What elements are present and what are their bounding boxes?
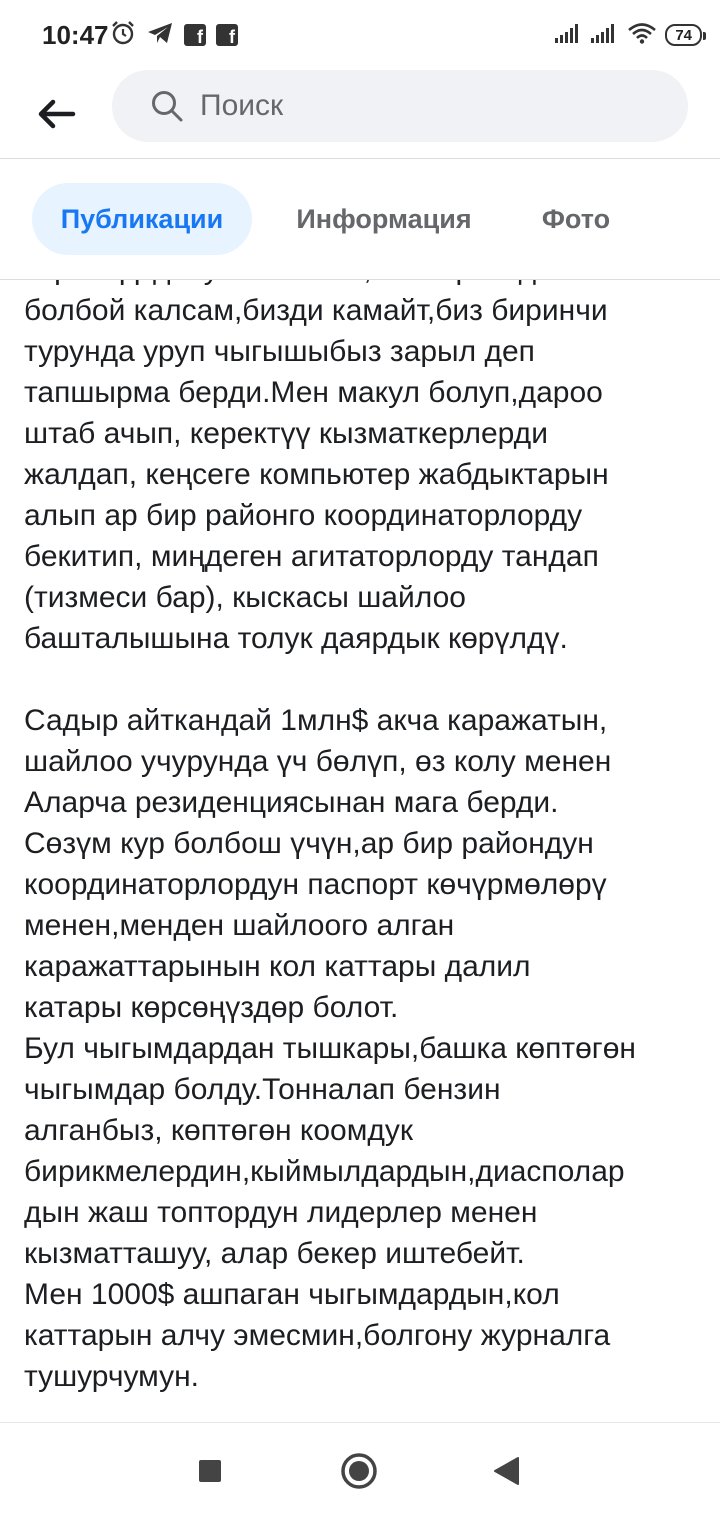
facebook-icon: f bbox=[184, 24, 206, 46]
signal-icon bbox=[591, 22, 619, 49]
search-input[interactable] bbox=[198, 88, 602, 124]
post-text: болбой калсам,бизди камайт,биз биринчи турунда уруп чыгышыбыз зарыл деп тапшырма берди.Мен макул болуп,дароо штаб ачып, керектүү кызматкерлерди жалдап, кеңсеге компьютер жабдыктарын алып ар бир районго координаторлорду бекитип, миңдеген агитаторлорду тандап (тизмеси бар), кыскасы шайлоо башталышына толук даярдык көрүлдү. Садыр айткандай 1млн$ акча каражатын, шайлоо учурунда үч бөлүп, өз колу менен Аларча резиденциясынан мага берди. Сөзүм кур болбош үчүн,ар бир райондун координаторлордун паспорт көчүрмөлөрү менен,менден шайлоого алган каражаттарынын кол каттары далил катары көрсөңүздөр болот. Бул чыгымдардан тышкары,башка көптөгөн чыгымдар болду.Тонналап бензин алганбыз, көптөгөн коомдук бирикмелердин,кыймылдардын,диасполар дын жаш топтордун лидерлер менен кызматташуу, алар бекер иштебейт. Мен 1000$ ашпаган чыгымдардын,кол каттарын алчу эмесмин,болгону журналга тушурчумун. bbox=[24, 294, 636, 1393]
top-bar bbox=[0, 70, 720, 159]
facebook-icon: f bbox=[216, 24, 238, 46]
system-icons bbox=[555, 20, 702, 50]
recents-square-icon bbox=[198, 1459, 222, 1488]
home-button[interactable] bbox=[339, 1453, 379, 1493]
tab-information[interactable]: Информация bbox=[296, 203, 472, 234]
back-nav-button[interactable] bbox=[486, 1453, 526, 1493]
back-button[interactable] bbox=[28, 88, 84, 144]
back-triangle-icon bbox=[492, 1456, 520, 1491]
wifi-icon bbox=[627, 22, 657, 49]
profile-tabs bbox=[0, 159, 720, 280]
telegram-icon bbox=[146, 20, 174, 51]
status-time: 10:47 bbox=[42, 20, 109, 50]
home-circle-icon bbox=[340, 1452, 378, 1495]
search-icon bbox=[150, 89, 184, 123]
back-arrow-icon bbox=[37, 99, 75, 134]
post-content bbox=[0, 280, 720, 1422]
tab-photos[interactable]: Фото bbox=[541, 203, 611, 234]
notification-icons bbox=[110, 20, 238, 50]
alarm-icon bbox=[110, 20, 136, 51]
signal-icon bbox=[555, 22, 583, 49]
tab-publications[interactable]: Публикации bbox=[32, 183, 252, 255]
recents-button[interactable] bbox=[190, 1453, 230, 1493]
search-bar[interactable] bbox=[112, 70, 688, 142]
battery-icon: 74 bbox=[665, 24, 702, 46]
status-bar bbox=[0, 0, 720, 70]
system-nav-bar bbox=[0, 1422, 720, 1521]
